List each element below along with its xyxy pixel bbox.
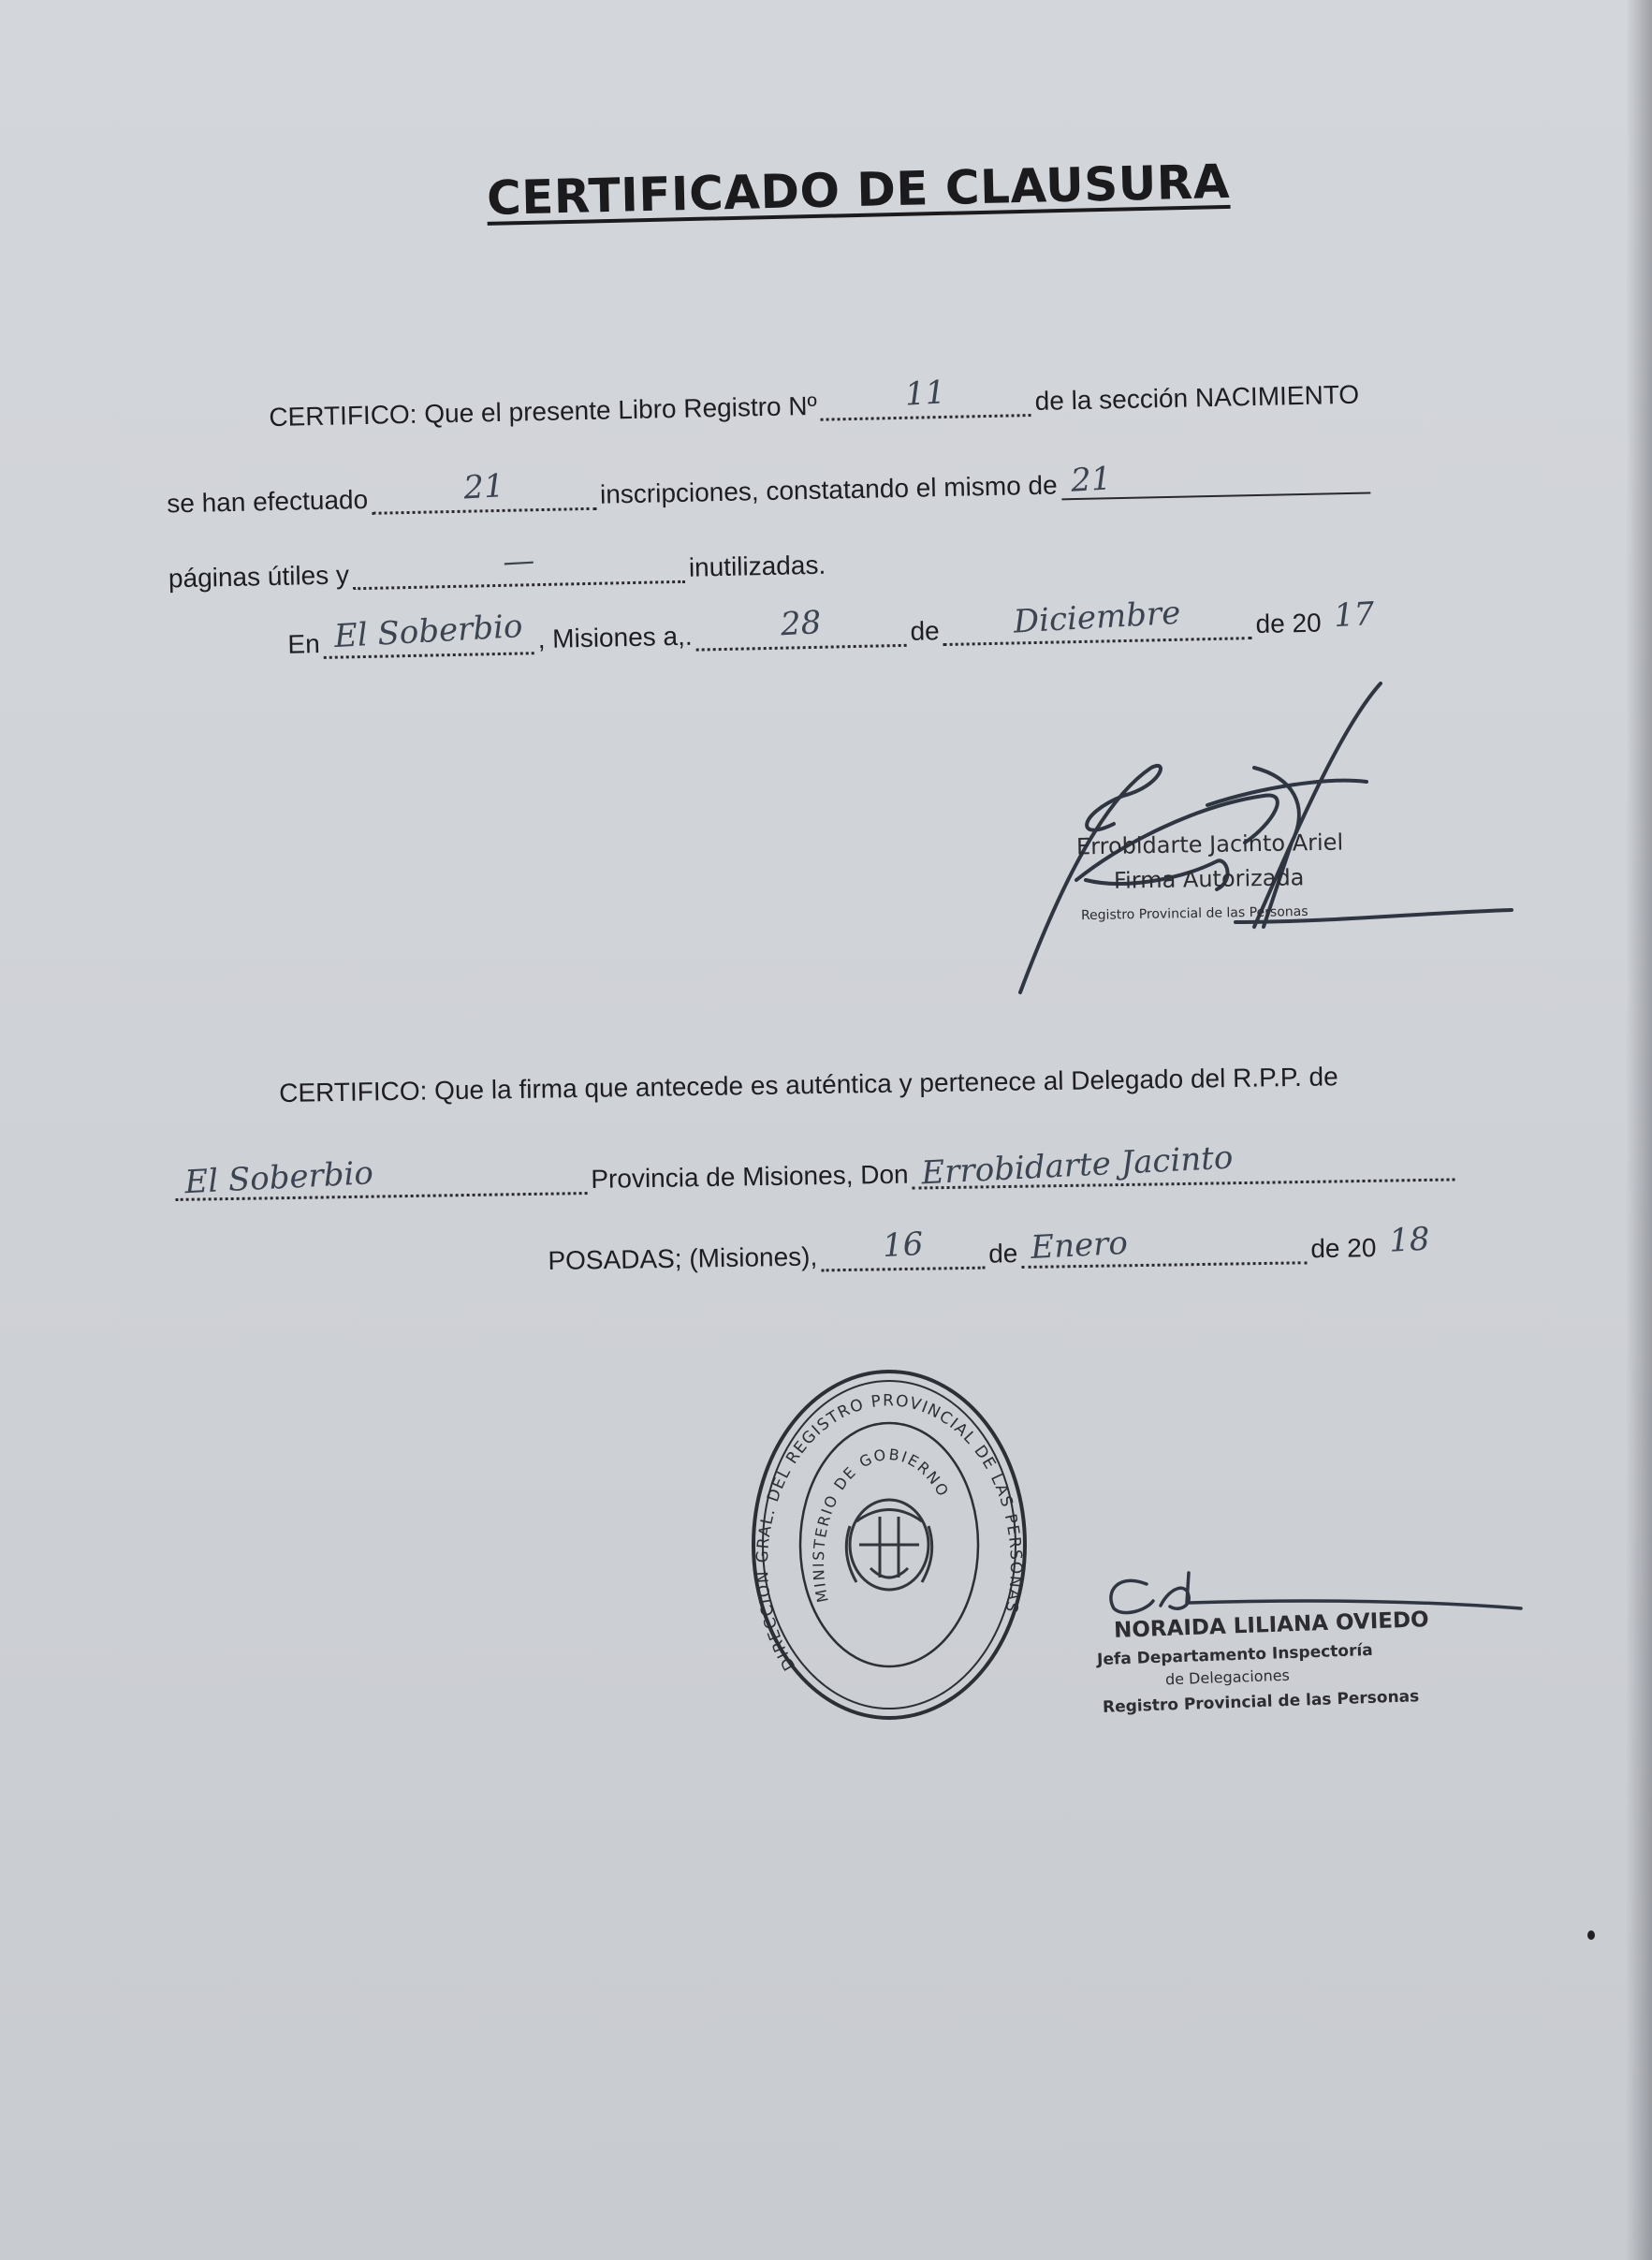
cert2-line1-text: CERTIFICO: Que la firma que antecede es auténtica y pertenece al Delegado del R.P.P. de [279, 1062, 1338, 1108]
cert2-delegado-handwritten: Errobidarte Jacinto [920, 1138, 1235, 1193]
ink-dot [1587, 1930, 1595, 1940]
cert2-anio-handwritten: 18 [1388, 1220, 1431, 1260]
lugar-handwritten: El Soberbio [333, 607, 524, 656]
document-title: CERTIFICADO DE CLAUSURA [486, 154, 1231, 226]
anio-handwritten: 17 [1333, 594, 1376, 636]
cert2-line2-middle: Provincia de Misiones, Don [591, 1159, 909, 1194]
cert2-mes-handwritten: Enero [1030, 1224, 1129, 1268]
signature-2-name: NORAIDA LILIANA OVIEDO [1113, 1607, 1430, 1643]
cert1-line2-prefix: se han efectuado [166, 484, 369, 519]
libro-numero-handwritten: 11 [904, 374, 947, 414]
cert1-line4-middle: , Misiones a,. [537, 621, 693, 654]
cert2-line3-prefix: POSADAS; (Misiones), [548, 1241, 818, 1275]
inutilizadas-handwritten: — [502, 541, 536, 581]
cert2-lugar-handwritten: El Soberbio [183, 1154, 374, 1202]
signature-1-name: Errobidarte Jacinto Ariel [1075, 829, 1344, 860]
seal-inner-text: MINISTERIO DE GOBIERNO [809, 1445, 954, 1605]
mes-handwritten: Diciembre [1013, 594, 1182, 641]
signature-1-role: Firma Autorizada [1113, 864, 1305, 894]
cert1-line4-de: de [910, 616, 941, 646]
cert1-line2-middle: inscripciones, constatando el mismo de [599, 470, 1058, 509]
cert2-line3-de: de [987, 1239, 1018, 1269]
paginas-handwritten: 21 [1069, 460, 1112, 500]
dia-handwritten: 28 [780, 604, 823, 644]
signature-1-org: Registro Provincial de las Personas [1080, 903, 1308, 924]
cert1-line1-suffix: de la sección NACIMIENTO [1034, 379, 1360, 416]
cert1-line4-prefix: En [287, 628, 321, 659]
inscripciones-handwritten: 21 [462, 467, 505, 507]
cert1-line1-prefix: CERTIFICO: Que el presente Libro Registro Nº [269, 390, 818, 433]
seal-outer-text: DIRECCION GRAL. DEL REGISTRO PROVINCIAL DE LAS PERSONAS [753, 1391, 1026, 1674]
cert2-dia-handwritten: 16 [881, 1225, 925, 1266]
cert1-line3-prefix: páginas útiles y [168, 560, 350, 594]
cert1-line4-year-prefix: de 20 [1255, 608, 1323, 639]
cert2-line3-year-prefix: de 20 [1310, 1233, 1377, 1264]
signature-2-role-line-1: Jefa Departamento Inspectoría [1096, 1640, 1374, 1670]
signature-2-role-line-2: de Delegaciones [1164, 1666, 1291, 1689]
signature-2-org: Registro Provincial de las Personas [1102, 1687, 1420, 1717]
cert1-line3-suffix: inutilizadas. [688, 550, 826, 582]
